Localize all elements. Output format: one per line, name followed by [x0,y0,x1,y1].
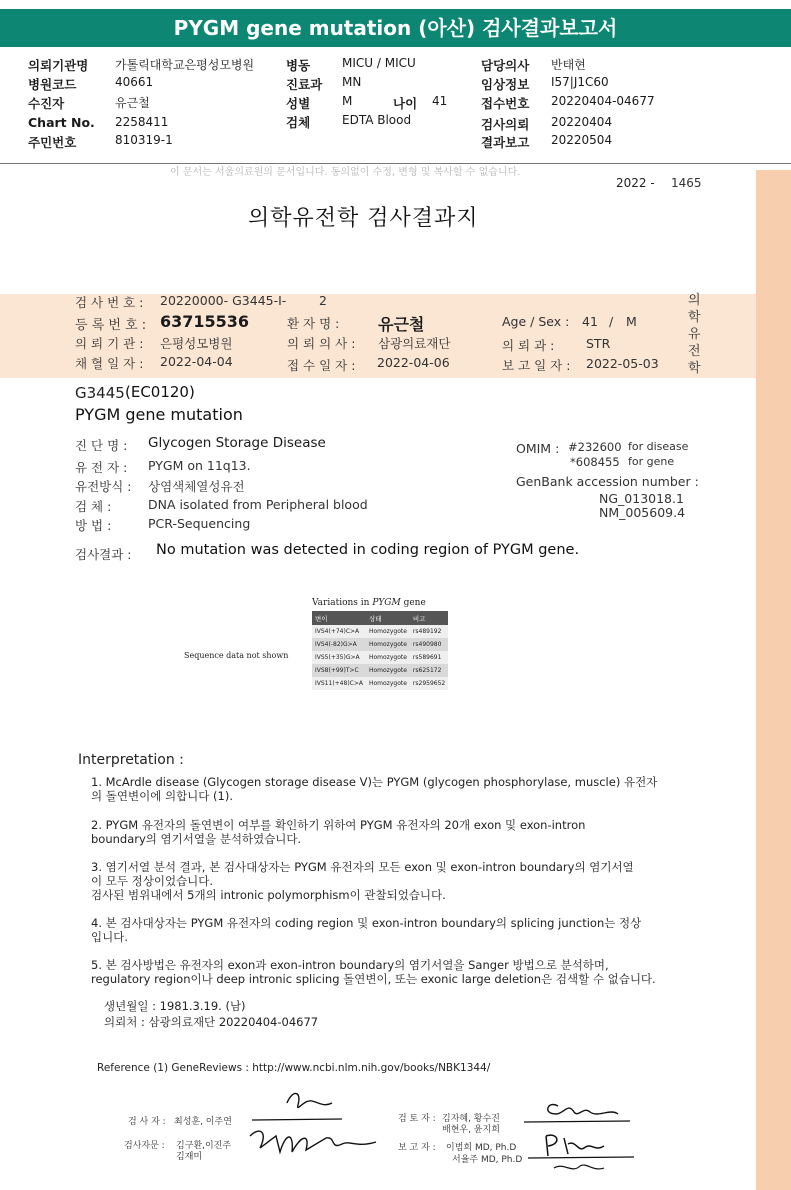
table-row: IVS8(+99)T>C Homozygote rs625172 [312,664,448,677]
main-title: 의학유전학 검사결과지 [248,206,479,231]
dept-label: 의 뢰 과 : [502,338,555,353]
adviser-names-2: 김재미 [176,1152,203,1162]
gene-value: PYGM on 11q13. [148,458,251,473]
patient-name: 유근철 [378,315,425,334]
diagnosis-label: 진 단 명 : [75,438,128,453]
test-no-suffix: 2 [319,293,327,308]
value-patient: 유근철 [115,96,150,110]
gene-label: 유 전 자 : [75,460,128,475]
adviser-label: 검사자문 : [124,1141,165,1151]
reg-no: 63715536 [160,312,250,331]
side-vertical-text: 의학유전학 [688,293,701,376]
variations-table [312,598,448,690]
draw-date: 2022-04-04 [160,354,233,369]
result-label: 검사결과 : [75,547,132,562]
recv-label: 접 수 일 자 : [287,358,356,373]
method-value: PCR-Sequencing [148,516,251,531]
side-margin [756,170,791,1190]
dept-value: STR [586,336,611,351]
inheritance-value: 상염색체열성유전 [148,479,245,494]
recv-date: 2022-04-06 [377,355,450,370]
value-doctor: 반태현 [551,58,586,72]
col-variant: 변이 [312,611,366,625]
age-sex-label: Age / Sex : [502,314,570,329]
test-no-label: 검 사 번 호 : [75,295,144,310]
age-sex-separator: / [609,314,614,329]
label-clinical-info: 임상정보 [481,77,530,92]
doc-number: 1465 [671,176,702,190]
tester-signature [232,1085,352,1125]
interp-2: 2. PYGM 유전자의 돌연변이 여부를 확인하기 위하여 PYGM 유전자의 20개 exon 및 exon-intron boundary의 염기서열을 분석하였습니다. [91,818,586,846]
table-row: IVS5(+35)G>A Homozygote rs589691 [312,651,448,664]
draw-label: 채 혈 일 자 : [75,356,144,371]
label-doctor: 담당의사 [481,58,530,73]
specimen-value: DNA isolated from Peripheral blood [148,497,368,512]
value-sex: M [342,94,353,108]
label-report-date: 결과보고 [481,135,530,150]
diagnosis-value: Glycogen Storage Disease [148,435,326,451]
label-specimen: 검체 [286,115,311,130]
reviewer-label: 검 토 자 : [398,1114,436,1124]
label-ward: 병동 [286,58,311,73]
value-hospital-code: 40661 [115,75,154,89]
value-ward: MICU / MICU [342,56,416,70]
inst-label: 의 뢰 기 관 : [75,336,144,351]
reporter-label: 보 고 자 : [398,1143,436,1153]
value-institution: 가톨릭대학교은평성모병원 [115,58,255,72]
genbank-2: NM_005609.4 [599,505,686,520]
adviser-signature [246,1122,386,1158]
value-chart-no: 2258411 [115,115,169,129]
tester-label: 검 사 자 : [128,1117,166,1127]
requester: 의뢰처 : 삼광의료재단 20220404-04677 [104,1015,319,1029]
value-receipt-no: 20220404-04677 [551,94,655,108]
doctor-value: 삼광의료재단 [378,336,451,351]
label-institution: 의뢰기관명 [28,58,89,73]
table-row: IVS4(+74)C>A Homozygote rs489192 [312,625,448,638]
specimen-label: 검 체 : [75,499,112,514]
omim-disease: #232600 [568,440,622,454]
value-age: 41 [432,94,448,108]
reviewer-names-1: 김자혜, 황수진 [442,1114,500,1124]
header-info [0,52,791,162]
label-hospital-code: 병원코드 [28,77,77,92]
value-clinical-info: I57|J1C60 [551,75,609,89]
reviewer-names-2: 배현우, 윤지희 [442,1125,500,1135]
test-name: PYGM gene mutation [75,405,243,424]
table-row: IVS11(+48)C>A Homozygote rs2959652 [312,677,448,690]
interp-3: 3. 염기서열 분석 결과, 본 검사대상자는 PYGM 유전자의 모든 exon 및 exon-intron boundary의 염기서열 이 모두 정상이었습니다. 검사된 범위내에서 5개의 intronic polymorphism이 관찰되었습니다. [91,860,634,902]
test-no: 20220000- G3445-I- [160,293,287,308]
label-age: 나이 [393,96,418,111]
genbank-label: GenBank accession number : [516,474,699,489]
omim-gene: *608455 [570,455,620,469]
inst-value: 은평성모병원 [160,336,233,351]
sequence-note: Sequence data not shown [184,651,289,660]
reporter-signature [524,1128,644,1180]
interp-5: 5. 본 검사방법은 유전자의 exon과 exon-intron boundary의 염기서열을 Sanger 방법으로 분석하며, regulatory region이나 deep intronic splicing 돌연변이, 또는 exonic large deletion은 검색할 수 없습니다. [91,958,656,986]
age-value: 41 [582,314,598,329]
test-code-secondary: (EC0120) [125,383,195,401]
result-text: No mutation was detected in coding region of PYGM gene. [156,542,580,558]
reviewer-signature [518,1092,638,1132]
value-resident-no: 810319-1 [115,133,173,147]
interpretation-title: Interpretation : [78,752,184,768]
reg-no-label: 등 록 번 호 : [75,318,147,333]
patient-label: 환 자 명 : [287,316,340,331]
sex-value: M [626,314,637,329]
report-title: PYGM gene mutation (아산) 검사결과보고서 [0,9,791,47]
reference: Reference (1) GeneReviews : http://www.ncbi.nlm.nih.gov/books/NBK1344/ [97,1062,491,1074]
report-date: 2022-05-03 [586,356,659,371]
value-request-date: 20220404 [551,115,613,129]
faint-notice: 이 문서는 서울의료원의 문서입니다. 동의없이 수정, 변형 및 복사할 수 없습니다. [170,167,521,178]
doctor-label: 의 뢰 의 사 : [287,336,356,351]
label-patient: 수진자 [28,96,65,111]
report-label: 보 고 일 자 : [502,358,571,373]
interp-1: 1. McArdle disease (Glycogen storage disease V)는 PYGM (glycogen phosphorylase, muscle) 유전자 의 돌연변이에 의합니다 (1). [91,775,658,803]
label-receipt-no: 접수번호 [481,96,530,111]
value-dept: MN [342,75,362,89]
label-resident-no: 주민번호 [28,135,77,150]
birth-date: 생년월일 : 1981.3.19. (남) [104,999,246,1013]
interp-4: 4. 본 검사대상자는 PYGM 유전자의 coding region 및 exon-intron boundary의 splicing junction는 정상 입니다. [91,916,642,944]
label-dept: 진료과 [286,77,323,92]
value-report-date: 20220504 [551,133,613,147]
value-specimen: EDTA Blood [342,113,412,127]
omim-label: OMIM : [516,441,560,456]
col-status: 상태 [366,611,410,625]
label-sex: 성별 [286,96,311,111]
method-label: 방 법 : [75,518,112,533]
genbank-1: NG_013018.1 [599,491,684,506]
omim-gene-note: for gene [628,455,675,468]
label-chart-no: Chart No. [28,115,95,130]
test-code: G3445 [75,384,125,402]
inheritance-label: 유전방식 : [75,479,132,494]
reporter-names-2: 서율주 MD, Ph.D [452,1155,523,1165]
variations-caption: Variations in PYGM gene [312,598,426,608]
reporter-names-1: 이범희 MD, Ph.D [446,1143,517,1153]
table-row: IVS4(-82)G>A Homozygote rs490980 [312,638,448,651]
col-note: 비고 [410,611,448,625]
adviser-names-1: 김구환,이진주 [176,1141,232,1151]
label-request-date: 검사의뢰 [481,117,530,132]
doc-year: 2022 - [616,176,655,190]
tester-names: 최성훈, 이주연 [174,1117,232,1127]
omim-disease-note: for disease [628,440,689,453]
